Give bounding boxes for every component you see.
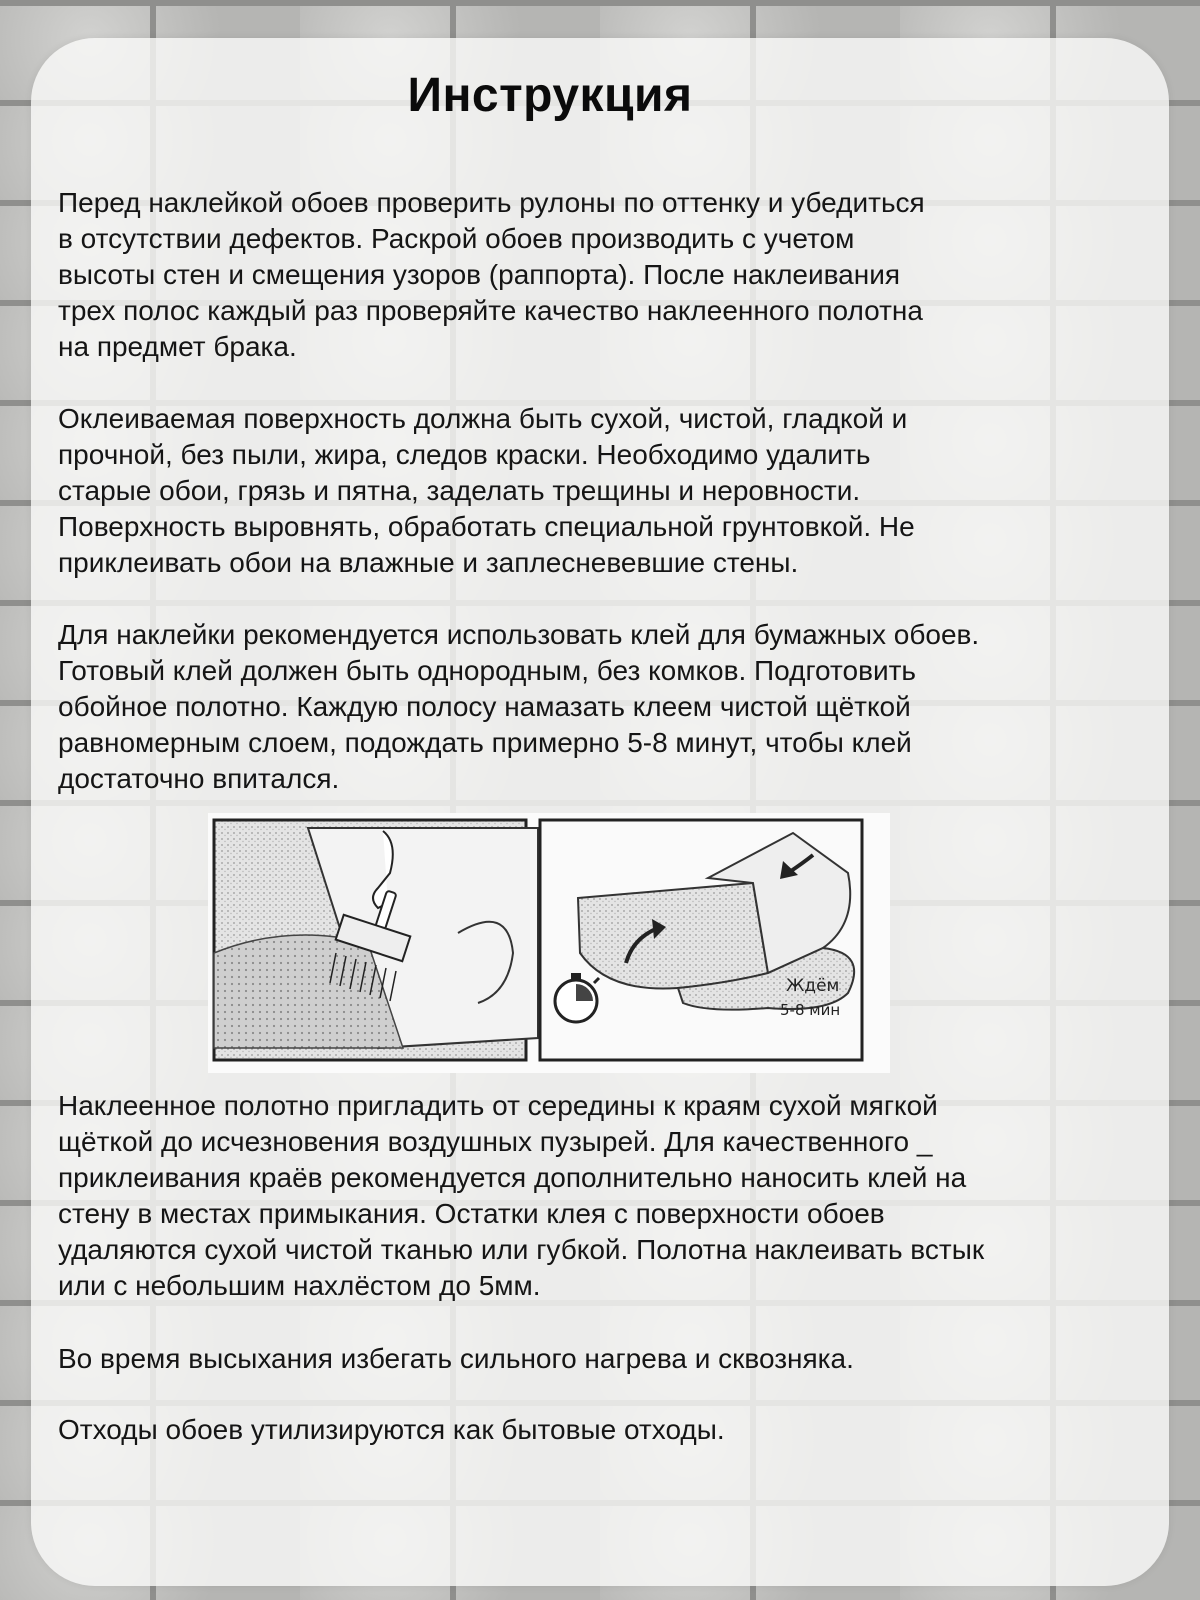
wait-time-label: 5-8 мин	[780, 1001, 841, 1019]
paragraph-glue: Для наклейки рекомендуется использовать клей для бумажных обоев. Готовый клей должен быть однородным, без комков. Подготовить обойное полотно. Каждую полосу намазать клеем чистой щёткой равномерным слоем, подождать примерно 5-8 минут, чтобы клей достаточно впитался.	[58, 619, 980, 794]
glue-illustration	[208, 813, 890, 1073]
paragraph-surface: Оклеиваемая поверхность должна быть сухой, чистой, гладкой и прочной, без пыли, жира, следов краски. Необходимо удалить старые обои, грязь и пятна, заделать трещины и неровности. Поверхность выровнять, обработать специальной грунтовкой. Не приклеивать обои на влажные и заплесневевшие стены.	[58, 403, 915, 578]
paragraph-smoothing: Наклеенное полотно пригладить от середины к краям сухой мягкой щёткой до исчезновения воздушных пузырей. Для качественного _ приклеивания краёв рекомендуется дополнительно наносить клей на стену в местах примыкания. Остатки клея с поверхности обоев удаляются сухой чистой тканью или губкой. Полотна наклеивать встык или с небольшим нахлёстом до 5мм.	[58, 1090, 985, 1301]
wait-panel	[540, 820, 862, 1060]
wait-label: Ждём	[786, 976, 840, 996]
paragraph-drying: Во время высыхания избегать сильного нагрева и сквозняка.	[58, 1343, 854, 1374]
page-title: Инструкция	[407, 69, 693, 122]
paragraph-inspection: Перед наклейкой обоев проверить рулоны по оттенку и убедиться в отсутствии дефектов. Раскрой обоев производить с учетом высоты стен и смещения узоров (раппорта). После наклеивания трех полос каждый раз проверяйте качество наклеенного полотна на предмет брака.	[58, 187, 925, 362]
paragraph-disposal: Отходы обоев утилизируются как бытовые отходы.	[58, 1414, 725, 1445]
